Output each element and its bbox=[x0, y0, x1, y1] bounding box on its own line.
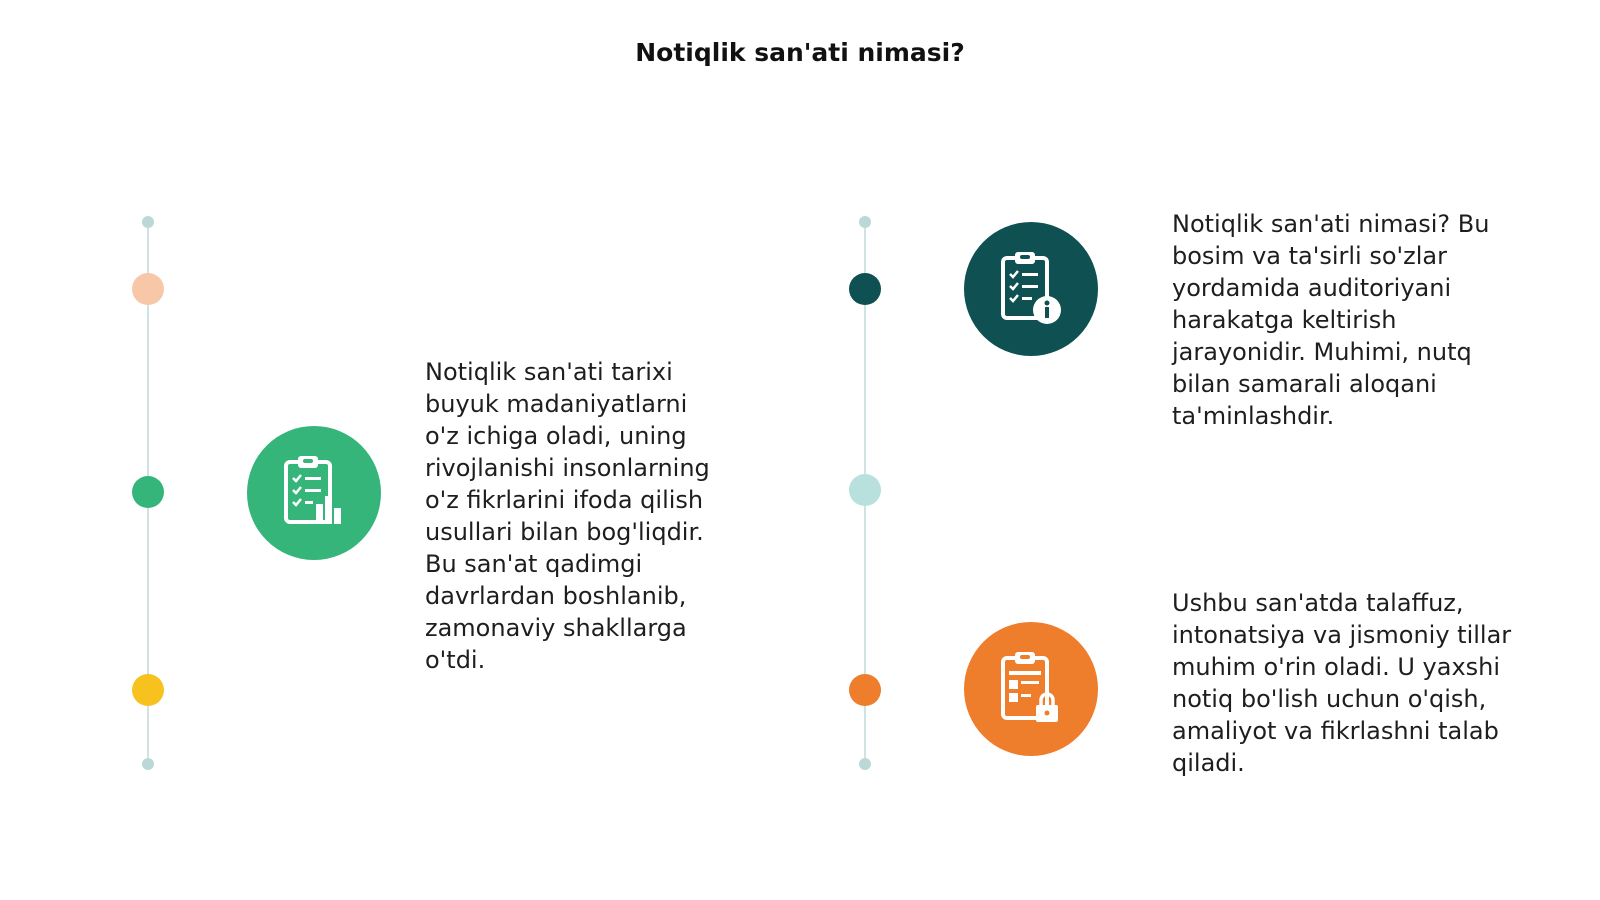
clipboard-lock-icon bbox=[964, 622, 1098, 756]
clipboard-info-icon bbox=[964, 222, 1098, 356]
paragraph-techniques: Ushbu san'atda talaffuz, intonatsiya va jismoniy tillar muhim o'rin oladi. U yaxshi notiq bo'lish uchun o'qish, amaliyot va fikrlashni talab qiladi. bbox=[1172, 589, 1512, 777]
timeline-dot-light-teal bbox=[849, 474, 881, 506]
paragraph-definition: Notiqlik san'ati nimasi? Bu bosim va ta'sirli so'zlar yordamida auditoriyani harakatga keltirish jarayonidir. Muhimi, nutq bilan samarali aloqani ta'minlashdir. bbox=[1172, 210, 1490, 430]
timeline-end-dot bbox=[142, 758, 154, 770]
paragraph-history: Notiqlik san'ati tarixi buyuk madaniyatlarni o'z ichiga oladi, uning rivojlanishi insonlarning o'z fikrlarini ifoda qilish usullari bilan bog'liqdir. Bu san'at qadimgi davrlardan boshlanib, zamonaviy shakllarga o'tdi. bbox=[425, 358, 710, 674]
timeline-dot-orange bbox=[849, 674, 881, 706]
timeline-end-dot bbox=[142, 216, 154, 228]
timeline-dot-green bbox=[132, 476, 164, 508]
timeline-end-dot bbox=[859, 216, 871, 228]
timeline-dot-peach bbox=[132, 273, 164, 305]
slide-title: Notiqlik san'ati nimasi? bbox=[635, 38, 965, 67]
timeline-end-dot bbox=[859, 758, 871, 770]
timeline-dot-yellow bbox=[132, 674, 164, 706]
timeline-dot-dark-teal bbox=[849, 273, 881, 305]
clipboard-chart-icon bbox=[247, 426, 381, 560]
